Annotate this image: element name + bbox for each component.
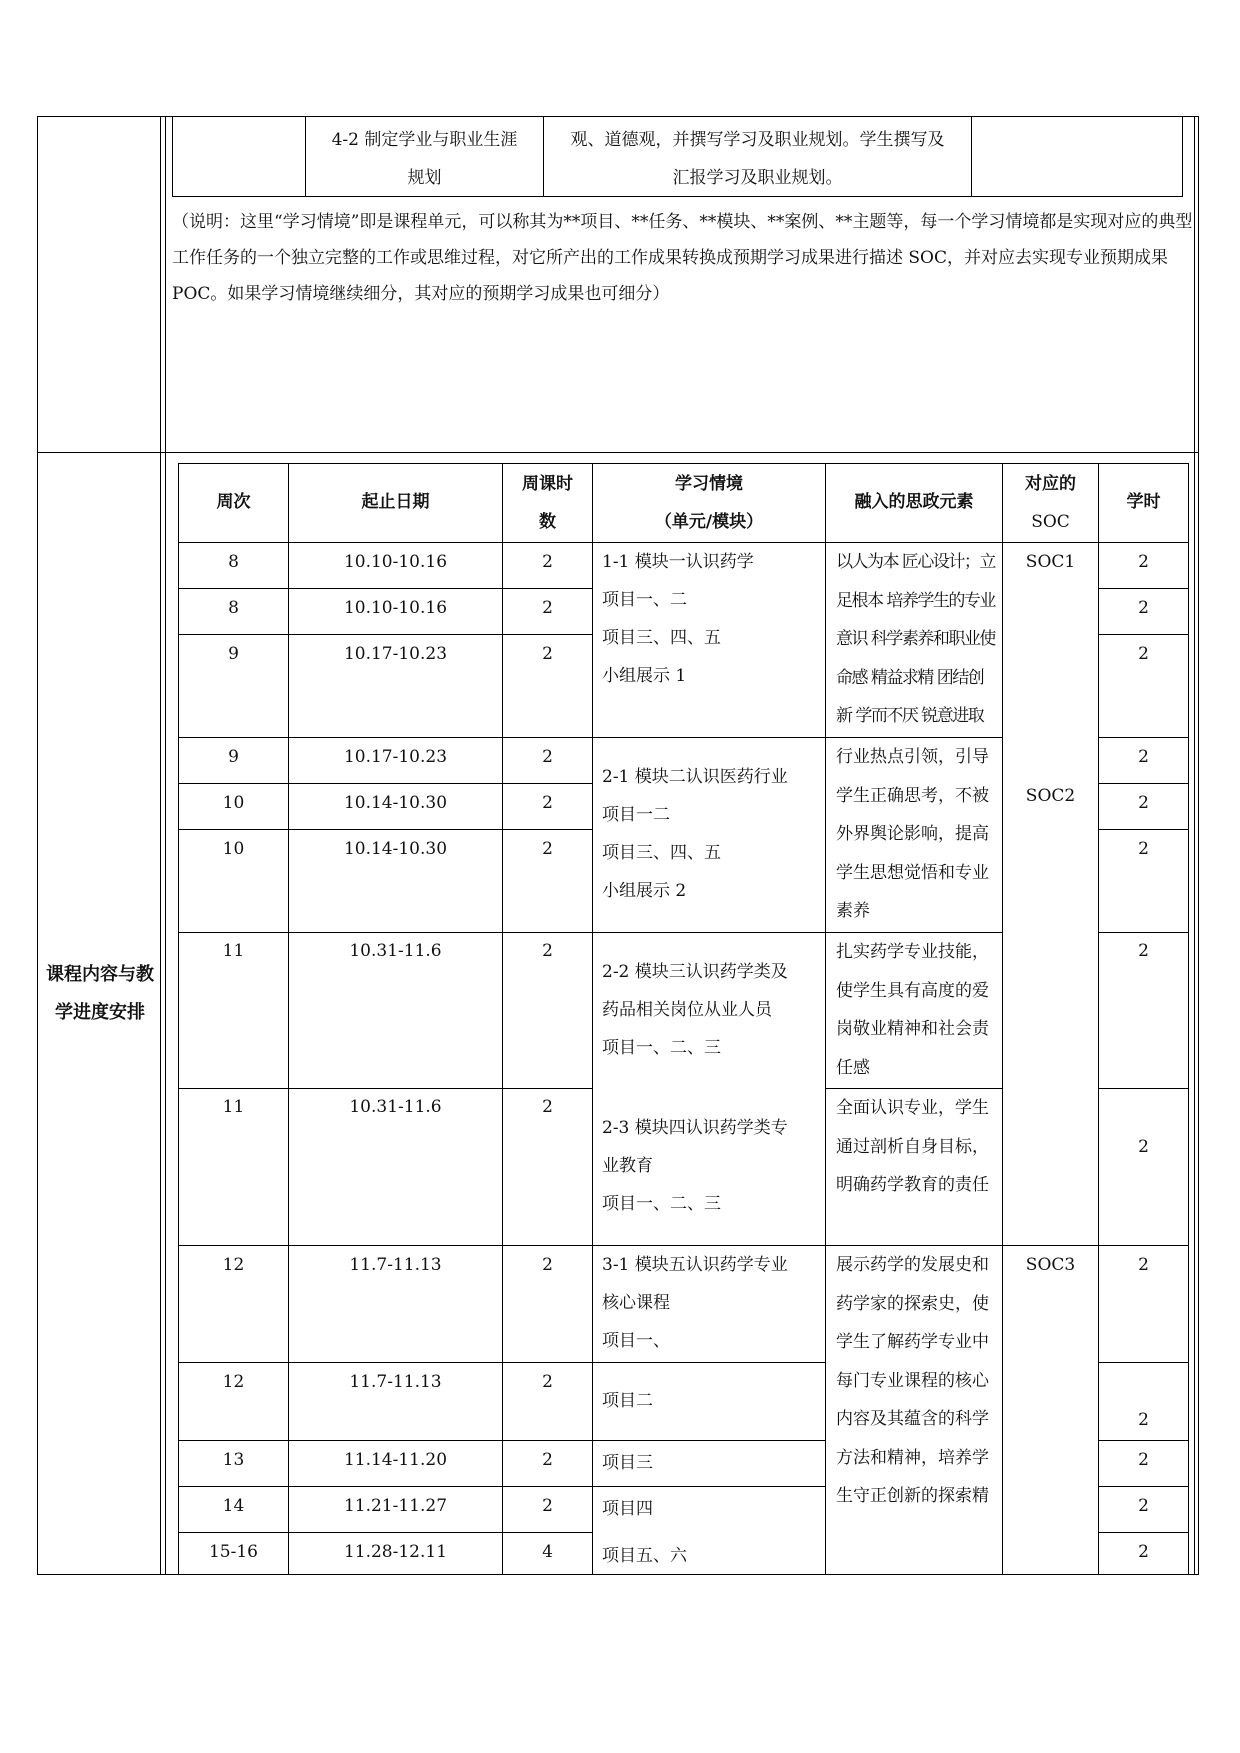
section-label: 课程内容与教学进度安排 — [46, 964, 154, 1023]
weekly-hours-cell: 2 — [542, 598, 553, 618]
hours-cell: 2 — [1138, 1137, 1149, 1157]
ideology-cell: 行业热点引领，引导学生正确思考，不被外界舆论影响，提高学生思想觉悟和专业素养 — [836, 747, 989, 921]
item-description-line: 观、道德观，并撰写学习及职业规划。学生撰写及 — [570, 130, 945, 150]
situation-line: 2-2 模块三认识药学类及 — [602, 962, 788, 982]
situation-line: 药品相关岗位从业人员 — [602, 1000, 772, 1020]
week-cell: 8 — [228, 552, 239, 572]
dates-cell: 10.10-10.16 — [343, 552, 448, 572]
dates-cell: 10.10-10.16 — [343, 598, 448, 618]
weekly-hours-cell: 2 — [542, 1372, 553, 1392]
header-soc: 对应的 — [1025, 474, 1076, 494]
hours-cell: 2 — [1138, 793, 1149, 813]
week-cell: 10 — [222, 793, 245, 813]
header-weekly-hours: 周课时 — [522, 474, 573, 494]
situation-line: 业教育 — [602, 1156, 653, 1176]
explanation-note: （说明：这里“学习情境”即是课程单元，可以称其为**项目、**任务、**模块、**案例、**主题等，每一个学习情境都是实现对应的典型工作任务的一个独立完整的工作或思维过程，对它所产出的工作成果转换成预期学习成果进行描述 SOC，并对应去实现专业预期成果 POC。如果学习情境继续细分，其对应的预期学习成果也可细分） — [172, 212, 1193, 304]
week-cell: 12 — [222, 1372, 245, 1392]
situation-line: 项目一二 — [602, 805, 670, 825]
hours-cell: 2 — [1138, 1542, 1149, 1562]
week-cell: 15-16 — [208, 1542, 258, 1562]
weekly-hours-cell: 2 — [542, 1255, 553, 1275]
item-label-line: 规划 — [407, 168, 442, 188]
header-dates: 起止日期 — [361, 492, 430, 512]
header-hours: 学时 — [1126, 492, 1161, 512]
hours-cell: 2 — [1138, 747, 1149, 767]
situation-line: 项目一、二、三 — [602, 1038, 721, 1058]
dates-cell: 11.14-11.20 — [343, 1450, 448, 1470]
ideology-cell: 展示药学的发展史和药学家的探索史，使学生了解药学专业中每门专业课程的核心内容及其蕴含的科学方法和精神，培养学生守正创新的探索精 — [836, 1255, 989, 1506]
dates-cell: 11.21-11.27 — [343, 1496, 448, 1516]
dates-cell: 10.31-11.6 — [349, 941, 442, 961]
item-description-line: 汇报学习及职业规划。 — [672, 168, 843, 188]
ideology-cell: 全面认识专业，学生通过剖析自身目标，明确药学教育的责任 — [836, 1098, 989, 1195]
dates-cell: 11.7-11.13 — [349, 1255, 442, 1275]
week-cell: 11 — [222, 941, 245, 961]
header-weekly-hours: 数 — [539, 512, 556, 532]
hours-cell: 2 — [1138, 552, 1149, 572]
dates-cell: 10.31-11.6 — [349, 1097, 442, 1117]
situation-cell: 项目五、六 — [602, 1546, 687, 1566]
weekly-hours-cell: 2 — [542, 1450, 553, 1470]
dates-cell: 11.28-12.11 — [343, 1542, 448, 1562]
situation-line: 2-3 模块四认识药学类专 — [602, 1118, 788, 1138]
week-cell: 8 — [228, 598, 239, 618]
week-cell: 13 — [222, 1450, 245, 1470]
situation-line: 小组展示 1 — [602, 666, 687, 686]
hours-cell: 2 — [1138, 644, 1149, 664]
soc-cell: SOC3 — [1025, 1255, 1076, 1275]
header-soc: SOC — [1031, 512, 1070, 532]
hours-cell: 2 — [1138, 1496, 1149, 1516]
week-cell: 12 — [222, 1255, 245, 1275]
ideology-cell: 扎实药学专业技能，使学生具有高度的爱岗敬业精神和社会责任感 — [836, 942, 989, 1078]
hours-cell: 2 — [1138, 941, 1149, 961]
hours-cell: 2 — [1138, 1410, 1149, 1430]
hours-cell: 2 — [1138, 1255, 1149, 1275]
header-situation: （单元/模块） — [654, 512, 764, 532]
situation-cell: 项目二 — [602, 1391, 653, 1411]
weekly-hours-cell: 2 — [542, 552, 553, 572]
weekly-hours-cell: 4 — [542, 1542, 553, 1562]
week-cell: 10 — [222, 839, 245, 859]
ideology-cell: 以人为本 匠心设计；立足根本 培养学生的专业意识 科学素养和职业使命感 精益求精 团结创新 学而不厌 锐意进取 — [836, 552, 995, 726]
weekly-hours-cell: 2 — [542, 644, 553, 664]
situation-line: 项目三、四、五 — [602, 843, 721, 863]
situation-line: 项目一、二 — [602, 590, 687, 610]
situation-line: 1-1 模块一认识药学 — [602, 552, 754, 572]
weekly-hours-cell: 2 — [542, 793, 553, 813]
situation-cell: 项目四 — [602, 1499, 653, 1519]
weekly-hours-cell: 2 — [542, 839, 553, 859]
week-cell: 14 — [222, 1496, 245, 1516]
situation-line: 项目一、 — [602, 1331, 670, 1351]
hours-cell: 2 — [1138, 598, 1149, 618]
item-label-line: 4-2 制定学业与职业生涯 — [331, 130, 518, 150]
situation-line: 项目一、二、三 — [602, 1194, 721, 1214]
situation-line: 项目三、四、五 — [602, 628, 721, 648]
hours-cell: 2 — [1138, 1450, 1149, 1470]
situation-line: 核心课程 — [602, 1293, 670, 1313]
dates-cell: 10.14-10.30 — [343, 839, 448, 859]
soc-cell: SOC1 — [1025, 552, 1076, 572]
dates-cell: 11.7-11.13 — [349, 1372, 442, 1392]
dates-cell: 10.17-10.23 — [343, 644, 448, 664]
dates-cell: 10.14-10.30 — [343, 793, 448, 813]
weekly-hours-cell: 2 — [542, 1496, 553, 1516]
week-cell: 9 — [228, 747, 239, 767]
header-week: 周次 — [216, 492, 251, 512]
situation-line: 2-1 模块二认识医药行业 — [602, 767, 788, 787]
weekly-hours-cell: 2 — [542, 941, 553, 961]
hours-cell: 2 — [1138, 839, 1149, 859]
situation-line: 小组展示 2 — [602, 881, 687, 901]
weekly-hours-cell: 2 — [542, 1097, 553, 1117]
header-ideology: 融入的思政元素 — [854, 492, 974, 512]
soc-cell: SOC2 — [1025, 786, 1076, 806]
situation-cell: 项目三 — [602, 1453, 653, 1473]
situation-line: 3-1 模块五认识药学专业 — [602, 1255, 788, 1275]
header-situation: 学习情境 — [675, 474, 743, 494]
weekly-hours-cell: 2 — [542, 747, 553, 767]
week-cell: 9 — [228, 644, 239, 664]
dates-cell: 10.17-10.23 — [343, 747, 448, 767]
week-cell: 11 — [222, 1097, 245, 1117]
